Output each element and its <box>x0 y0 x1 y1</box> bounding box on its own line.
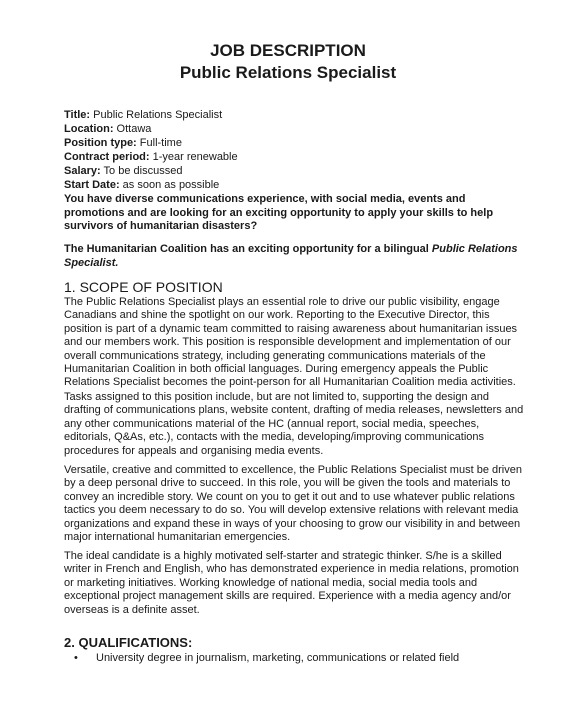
detail-value: Ottawa <box>113 123 152 135</box>
list-item <box>64 652 526 665</box>
detail-label: Position type: <box>64 137 137 149</box>
detail-start-date <box>64 178 238 192</box>
detail-title <box>64 108 238 122</box>
ideal-candidate-paragraph: The ideal candidate is a highly motivated self-starter and strategic thinker. S/he is a skilled writer in French and English, who has demonstrated experience in media relations, promotion or marketing initiatives. Working knowledge of national media, social media tools and exceptional project management skills are required. Experience with a media agency and/or overseas is a definite asset. <box>64 550 519 616</box>
detail-salary <box>64 164 238 178</box>
detail-location <box>64 122 238 136</box>
detail-label: Location: <box>64 123 114 135</box>
bullet-icon: • <box>74 652 78 664</box>
qualifications-list <box>64 652 526 665</box>
detail-label: Contract period: <box>64 151 150 163</box>
section-heading-scope: 1. SCOPE OF POSITION <box>64 279 223 295</box>
tasks-paragraph: Tasks assigned to this position include, but are not limited to, supporting the design and drafting of communications plans, website content, drafting of media releases, newsletters and any other communications material of the HC (annual report, social media, speeches, editorials, Q&As, etc.), contacts with the media, developing/improving communications procedures for appeals and organising media events. <box>64 391 524 457</box>
intro-opportunity <box>64 243 524 270</box>
section-heading-qualifications: 2. QUALIFICATIONS: <box>64 635 193 650</box>
opportunity-role: Public Relations Specialist. <box>64 243 518 269</box>
detail-value: 1-year renewable <box>149 151 238 163</box>
detail-position-type <box>64 136 238 150</box>
list-item-text: University degree in journalism, marketing, communications or related field <box>96 652 460 664</box>
detail-value: Public Relations Specialist <box>90 109 223 121</box>
versatile-paragraph: Versatile, creative and committed to excellence, the Public Relations Specialist must be driven by a deep personal drive to succeed. In this role, you will be given the tools and materials to convey an incredible story. We count on you to get it out and to use whatever public relations tactics you deem necessary to do so. You will develop extensive relations with relevant media organizations and expand these in ways of your choosing to grow our visibility in and between major international humanitarian emergencies. <box>64 464 522 544</box>
detail-value: To be discussed <box>100 165 183 177</box>
detail-label: Salary: <box>64 165 101 177</box>
job-details <box>64 108 238 192</box>
detail-label: Title: <box>64 109 91 121</box>
detail-contract-period <box>64 150 238 164</box>
document-subtitle: Public Relations Specialist <box>179 63 397 82</box>
intro-question: You have diverse communications experience, with social media, events and promotions and are looking for an exciting opportunity to apply your skills to help survivors of humanitarian disasters? <box>64 193 494 232</box>
scope-paragraph: The Public Relations Specialist plays an essential role to drive our public visibility, engage Canadians and shine the spotlight on our work. Reporting to the Executive Director, this position is part of a dynamic team committed to raising awareness about humanitarian issues and our members work. This position is responsible development and implementation of our overall communications strategy, including generating communications materials of the Humanitarian Coalition in both official languages. During emergency appeals the Public Relations Specialist becomes the point-person for all Humanitarian Coalition media activities. <box>64 296 518 389</box>
detail-value: Full-time <box>136 137 182 149</box>
detail-value: as soon as possible <box>119 179 220 191</box>
document-title: JOB DESCRIPTION <box>210 41 366 60</box>
opportunity-text: The Humanitarian Coalition has an exciting opportunity for a bilingual <box>64 243 432 255</box>
detail-label: Start Date: <box>64 179 120 191</box>
